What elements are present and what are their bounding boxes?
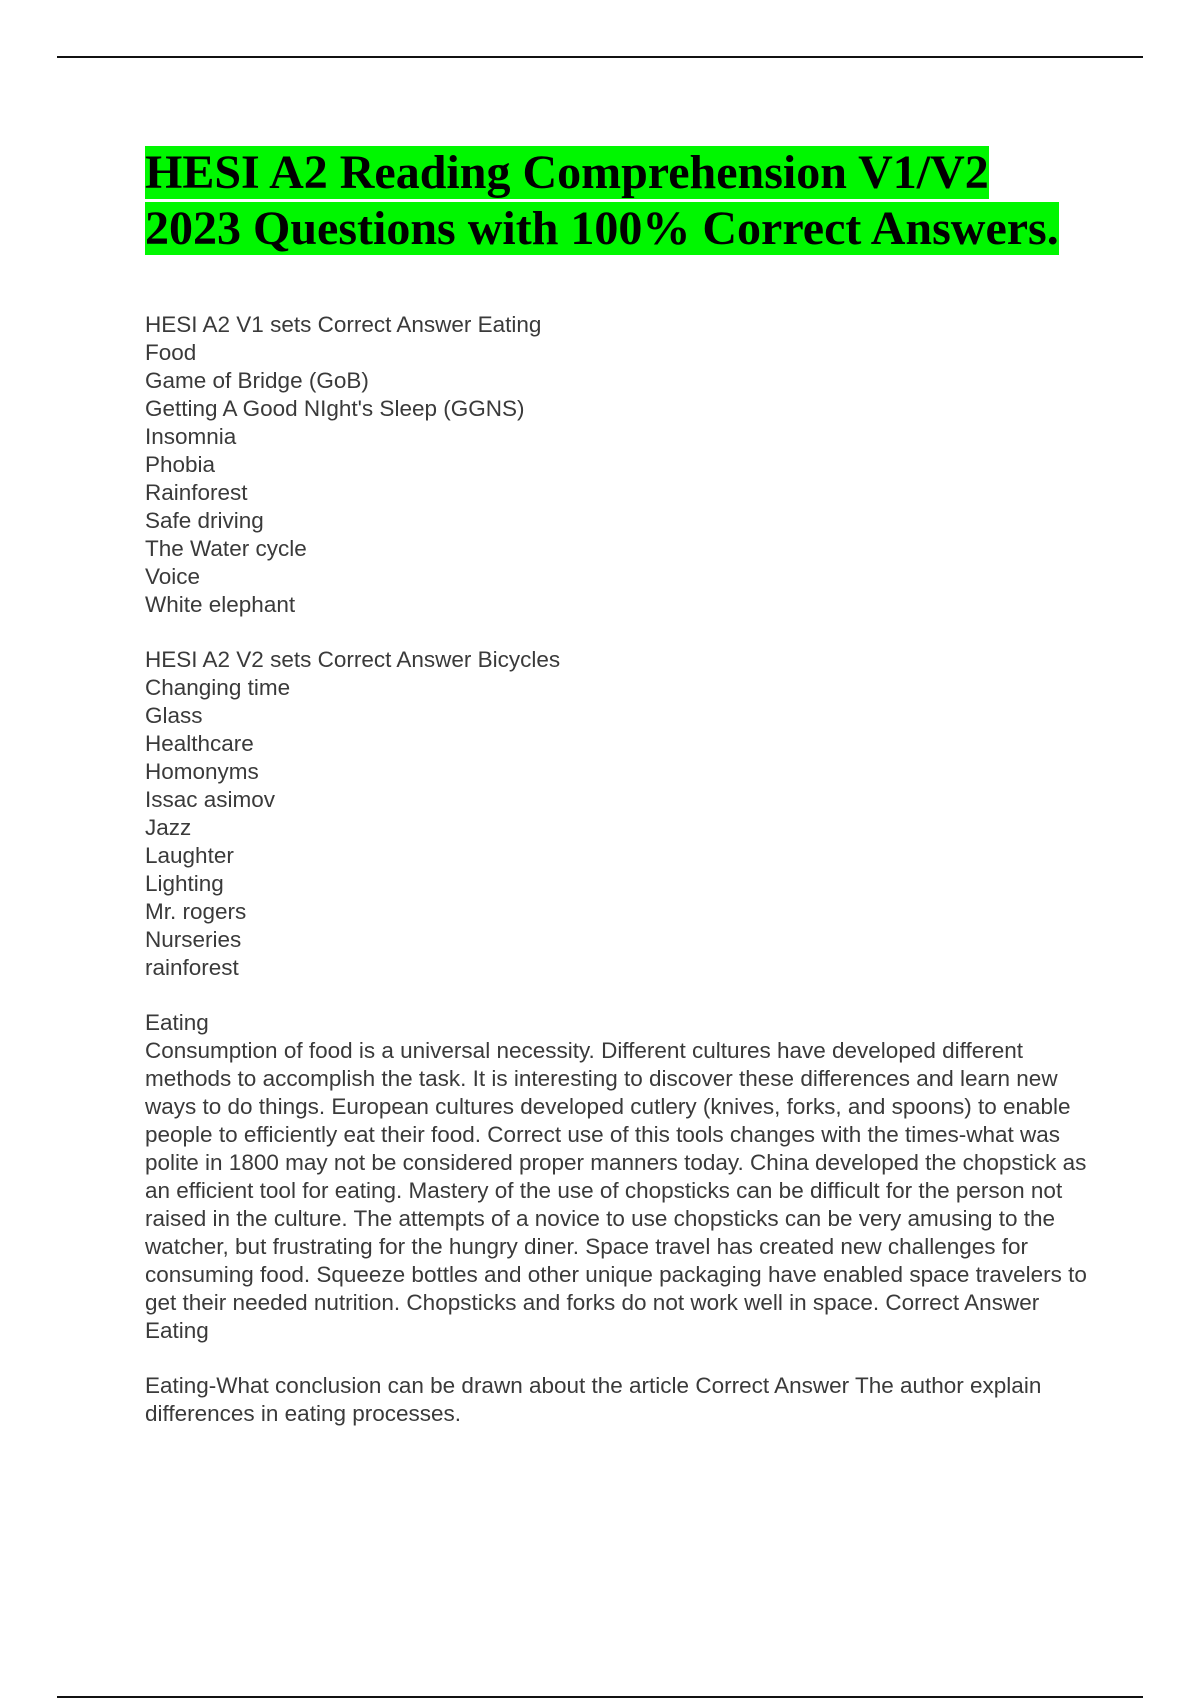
list-item: Rainforest bbox=[145, 480, 248, 505]
v2-sets-list bbox=[145, 646, 1085, 982]
list-item: Lighting bbox=[145, 871, 224, 896]
list-item: Food bbox=[145, 340, 197, 365]
list-item: Glass bbox=[145, 703, 203, 728]
list-item: White elephant bbox=[145, 592, 296, 617]
list-item: rainforest bbox=[145, 955, 239, 980]
eating-passage-body: Consumption of food is a universal necessity. Different cultures have developed different methods to accomplish the task. It is interesting to discover these differences and learn new ways to do things. European cultures developed cutlery (knives, forks, and spoons) to enable people to efficiently eat their food. Correct use of this tools changes with the times-what was polite in 1800 may not be considered proper manners today. China developed the chopstick as an efficient tool for eating. Mastery of the use of chopsticks can be difficult for the person not raised in the culture. The attempts of a novice to use chopsticks can be very amusing to the watcher, but frustrating for the hungry diner. Space travel has created new challenges for consuming food. Squeeze bottles and other unique packaging have enabled space travelers to get their needed nutrition. Chopsticks and forks do not work well in space. Correct Answer Eating bbox=[145, 1038, 1087, 1343]
list-item: Healthcare bbox=[145, 731, 254, 756]
title-line-1: HESI A2 Reading Comprehension V1/V2 bbox=[145, 146, 989, 199]
list-item: Voice bbox=[145, 564, 201, 589]
footer-rule bbox=[57, 1696, 1143, 1698]
list-item: Nurseries bbox=[145, 927, 242, 952]
list-item: Homonyms bbox=[145, 759, 259, 784]
v1-sets-heading: HESI A2 V1 sets Correct Answer Eating bbox=[145, 312, 542, 337]
title-line-2: 2023 Questions with 100% Correct Answers. bbox=[145, 202, 1059, 255]
list-item: Issac asimov bbox=[145, 787, 276, 812]
list-item: Laughter bbox=[145, 843, 234, 868]
header-rule bbox=[57, 56, 1143, 58]
list-item: Jazz bbox=[145, 815, 192, 840]
eating-passage-heading: Eating bbox=[145, 1010, 209, 1035]
list-item: Safe driving bbox=[145, 508, 264, 533]
list-item: Getting A Good NIght's Sleep (GGNS) bbox=[145, 396, 525, 421]
conclusion-question-text: Eating-What conclusion can be drawn about the article Correct Answer The author explain differences in eating processes. bbox=[145, 1373, 1042, 1426]
list-item: Mr. rogers bbox=[145, 899, 247, 924]
list-item: Game of Bridge (GoB) bbox=[145, 368, 369, 393]
list-item: Changing time bbox=[145, 675, 291, 700]
list-item: Phobia bbox=[145, 452, 216, 477]
document-title bbox=[145, 145, 1085, 257]
list-item: Insomnia bbox=[145, 424, 237, 449]
conclusion-question bbox=[145, 1372, 1085, 1428]
list-item: The Water cycle bbox=[145, 536, 307, 561]
document-content bbox=[145, 145, 1085, 1428]
v2-sets-heading: HESI A2 V2 sets Correct Answer Bicycles bbox=[145, 647, 561, 672]
v1-sets-list bbox=[145, 311, 1085, 619]
eating-passage bbox=[145, 1009, 1085, 1345]
